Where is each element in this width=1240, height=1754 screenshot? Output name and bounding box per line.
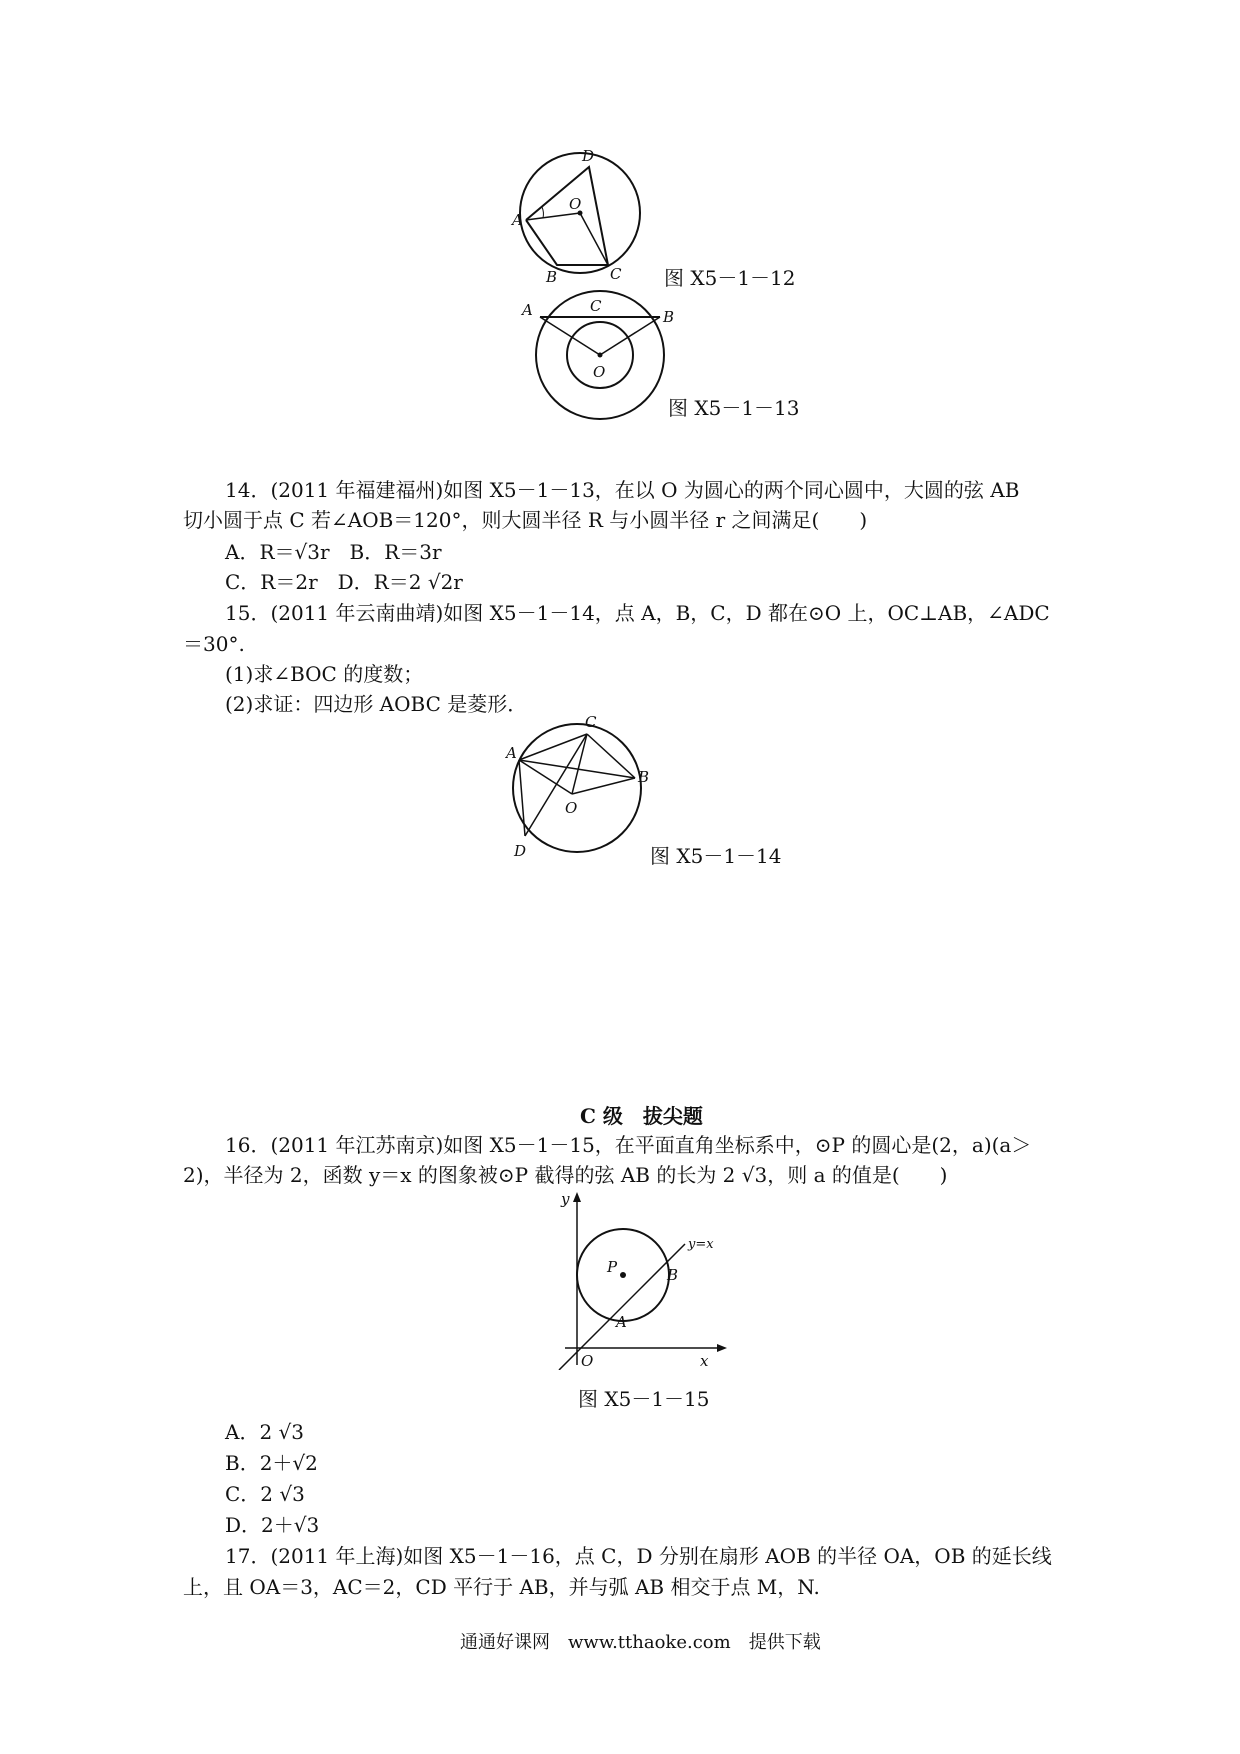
label-a: A	[512, 211, 523, 229]
label-a: A	[506, 744, 517, 762]
q16-line1: 16．(2011 年江苏南京)如图 X5－1－15，在平面直角坐标系中，⊙P 的圆心是(2，a)(a＞	[225, 1133, 1032, 1157]
label-p: P	[607, 1258, 618, 1276]
q14-options-line2: C．R＝2r D．R＝2 √2r	[225, 570, 463, 594]
label-c: C	[610, 265, 622, 283]
segment-ao	[519, 760, 572, 794]
figure-x5-1-15	[555, 1190, 730, 1370]
label-o: O	[565, 799, 578, 817]
q15-part2: (2)求证：四边形 AOBC 是菱形．	[225, 692, 528, 716]
figure-x5-1-12	[510, 145, 650, 285]
label-d: D	[582, 147, 595, 165]
label-b: B	[663, 308, 675, 326]
label-line: y=x	[688, 1237, 714, 1252]
label-d: D	[514, 842, 527, 860]
figure-x5-1-13	[520, 285, 680, 420]
label-c: C	[585, 713, 597, 731]
q16-option-d: D．2＋√3	[225, 1513, 320, 1537]
figure-caption-13: 图 X5－1－13	[668, 396, 800, 420]
q14-line1: 14．(2011 年福建福州)如图 X5－1－13，在以 O 为圆心的两个同心圆中，大圆的弦 AB	[225, 478, 1020, 502]
segment-ac	[519, 734, 587, 760]
figure-caption-15: 图 X5－1－15	[578, 1387, 710, 1411]
section-title: C 级 拔尖题	[580, 1104, 703, 1128]
label-o: O	[569, 195, 582, 213]
x-axis-arrow	[717, 1344, 727, 1352]
q17-line2: 上，且 OA＝3，AC＝2，CD 平行于 AB，并与弧 AB 相交于点 M，N.	[183, 1575, 820, 1599]
center-dot	[598, 353, 603, 358]
angle-mark	[542, 207, 543, 218]
label-b: B	[546, 268, 558, 285]
q16-option-a: A．2 √3	[225, 1420, 304, 1444]
q14-options-line1: A．R＝√3r B．R＝3r	[225, 540, 442, 564]
label-o: O	[593, 363, 606, 381]
segment-oc	[572, 734, 587, 794]
figure-x5-1-14	[505, 710, 655, 860]
quad-abcd	[526, 167, 608, 265]
label-x: x	[700, 1352, 709, 1370]
label-a: A	[522, 301, 533, 319]
label-a: A	[616, 1313, 627, 1331]
q14-line2: 切小圆于点 C 若∠AOB＝120°，则大圆半径 R 与小圆半径 r 之间满足( )	[183, 508, 868, 532]
label-b: B	[638, 768, 650, 786]
segment-dc	[525, 734, 587, 836]
label-c: C	[590, 297, 602, 315]
q15-part1: (1)求∠BOC 的度数；	[225, 662, 424, 686]
label-b: B	[667, 1266, 679, 1284]
q15-line1: 15．(2011 年云南曲靖)如图 X5－1－14，点 A，B，C，D 都在⊙O 上，OC⊥AB，∠ADC	[225, 601, 1050, 625]
q16-option-c: C．2 √3	[225, 1482, 305, 1506]
y-axis-arrow	[573, 1192, 581, 1202]
q17-line1: 17．(2011 年上海)如图 X5－1－16，点 C，D 分别在扇形 AOB 的半径 OA，OB 的延长线	[225, 1544, 1052, 1568]
q15-line2: ＝30°.	[183, 632, 245, 656]
page-footer: 通通好课网 www.tthaoke.com 提供下载	[460, 1632, 821, 1653]
figure-caption-14: 图 X5－1－14	[650, 844, 782, 868]
label-o: O	[581, 1352, 594, 1370]
segment-ob	[572, 778, 635, 794]
q16-option-b: B．2＋√2	[225, 1451, 318, 1475]
circle	[513, 724, 641, 852]
figure-caption-12: 图 X5－1－12	[664, 266, 796, 290]
segment-ad	[519, 760, 525, 836]
label-y: y	[561, 1190, 570, 1208]
center-p	[620, 1272, 626, 1278]
q16-line2: 2)，半径为 2，函数 y＝x 的图象被⊙P 截得的弦 AB 的长为 2 √3，则 a 的值是( )	[183, 1163, 948, 1187]
